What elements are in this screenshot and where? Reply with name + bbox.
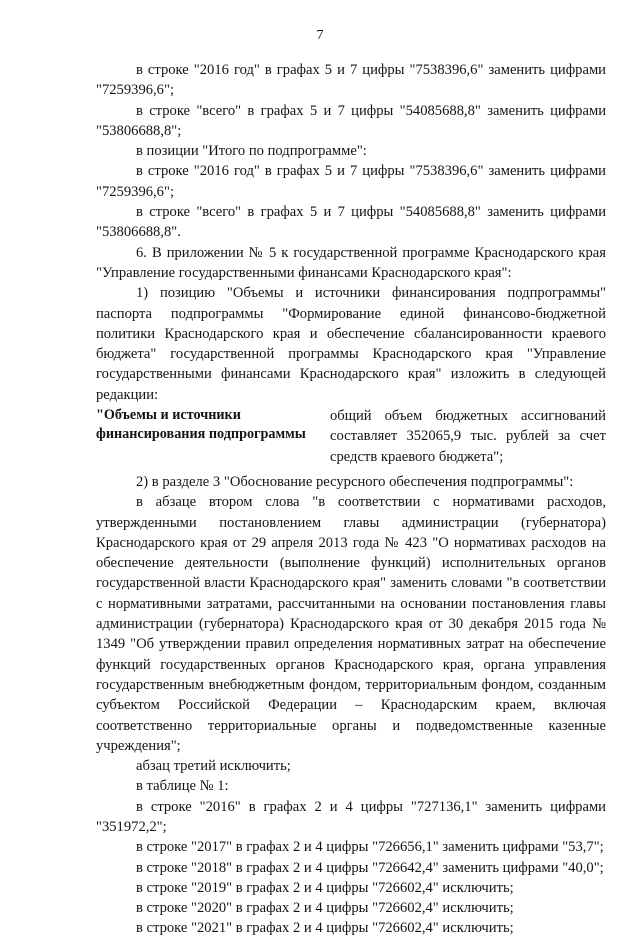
paragraph: в строке "2021" в графах 2 и 4 цифры "726602,4" исключить;	[136, 920, 514, 937]
document-body	[96, 60, 606, 939]
paragraph: абзац третий исключить;	[136, 758, 291, 775]
paragraph: в строке "2019" в графах 2 и 4 цифры "726602,4" исключить;	[136, 879, 514, 896]
passport-table	[96, 406, 606, 467]
paragraph: 1) позицию "Объемы и источники финансирования подпрограммы" паспорта подпрограммы "Формирование единой финансово-бюджетной политики Краснодарского края и обеспечение сбалансированности краевого бюджета" государственной программы Краснодарского края "Управление государственными финансами Краснодарского края" изложить в следующей редакции:	[96, 285, 606, 403]
paragraph: в строке "всего" в графах 5 и 7 цифры "54085688,8" заменить цифрами "53806688,8";	[96, 102, 606, 139]
paragraph: в строке "2016 год" в графах 5 и 7 цифры "7538396,6" заменить цифрами "7259396,6";	[96, 62, 606, 99]
paragraph: в позиции "Итого по подпрограмме":	[136, 143, 367, 160]
paragraph: в строке "2018" в графах 2 и 4 цифры "726642,4" заменить цифрами "40,0";	[136, 859, 604, 876]
table-value: общий объем бюджетных ассигнований составляет 352065,9 тыс. рублей за счет средств краевого бюджета";	[330, 408, 606, 465]
paragraph: в строке "2016" в графах 2 и 4 цифры "727136,1" заменить цифрами "351972,2";	[96, 798, 606, 835]
paragraph: в строке "всего" в графах 5 и 7 цифры "54085688,8" заменить цифрами "53806688,8".	[96, 204, 606, 241]
paragraph: 2) в разделе 3 "Обоснование ресурсного обеспечения подпрограммы":	[136, 473, 574, 490]
page-number: 7	[316, 28, 324, 43]
paragraph: в строке "2020" в графах 2 и 4 цифры "726602,4" исключить;	[136, 900, 514, 917]
paragraph: в строке "2016 год" в графах 5 и 7 цифры "7538396,6" заменить цифрами "7259396,6";	[96, 163, 606, 200]
table-label: "Объемы и источники финансирования подпрограммы	[96, 407, 306, 443]
paragraph: в строке "2017" в графах 2 и 4 цифры "726656,1" заменить цифрами "53,7";	[136, 839, 604, 856]
paragraph: 6. В приложении № 5 к государственной программе Краснодарского края "Управление государственными финансами Краснодарского края":	[96, 244, 606, 281]
paragraph: в таблице № 1:	[136, 778, 229, 795]
paragraph: в абзаце втором слова "в соответствии с нормативами расходов, утвержденными постановлением главы администрации (губернатора) Краснодарского края от 29 апреля 2013 года № 423 "О нормативах расходов на обеспечение деятельности (выполнение функций) исполнительных органов государственной власти Краснодарского края" заменить словами "в соответствии с нормативными затратами, рассчитанными на основании постановления главы администрации (губернатора) Краснодарского края от 30 декабря 2015 года № 1349 "Об утверждении правил определения нормативных затрат на обеспечение функций государственных органов Краснодарского края, органа управления государственным внебюджетным фондом, территориальным фондом, созданным субъектом Российской Федерации – Краснодарским краем, включая соответственно территориальные органы и подведомственные казенные учреждения";	[96, 494, 606, 754]
